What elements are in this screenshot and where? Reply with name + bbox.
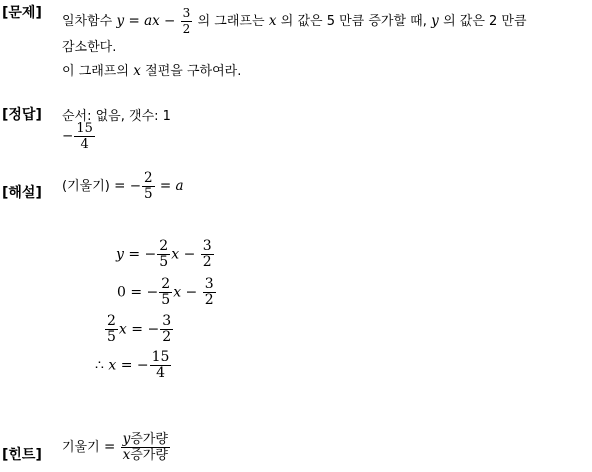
solution-eq-4: ∴ x = − $\frac{15}{4}$ <box>95 349 170 381</box>
solution-eq-2: 0 = − $\frac{2}{5}$ x − $\frac{3}{2}$ <box>117 276 214 308</box>
hint-tag: [힌트] <box>2 447 42 463</box>
problem-line-2: 감소한다. <box>62 40 117 55</box>
problem-tag: [문제] <box>2 5 42 21</box>
solution-eq-3: $\frac{2}{5}$ x = − $\frac{3}{2}$ <box>107 313 172 345</box>
answer-text: 순서: 없음, 갯수: 1 <box>62 109 171 124</box>
problem-line-1: 일차함수 y = ax − $\frac{3}{2}$ 의 그래프는 x 의 값은 5 만큼 증가할 때, y 의 값은 2 만큼 <box>62 6 527 36</box>
solution-slope: (기울기) = − $\frac{2}{5}$ = a <box>62 170 184 202</box>
solution-tag: [해설] <box>2 185 42 201</box>
answer-value: − $\frac{15}{4}$ <box>62 121 93 152</box>
answer-tag: [정답] <box>2 107 42 123</box>
problem-line-3: 이 그래프의 x 절편을 구하여라. <box>62 63 242 79</box>
hint-formula: 기울기 = $\frac{\text{y증가량}}{\text{x증가량}}$ <box>62 431 168 463</box>
solution-eq-1: y = − $\frac{2}{5}$ x − $\frac{3}{2}$ <box>116 238 212 270</box>
